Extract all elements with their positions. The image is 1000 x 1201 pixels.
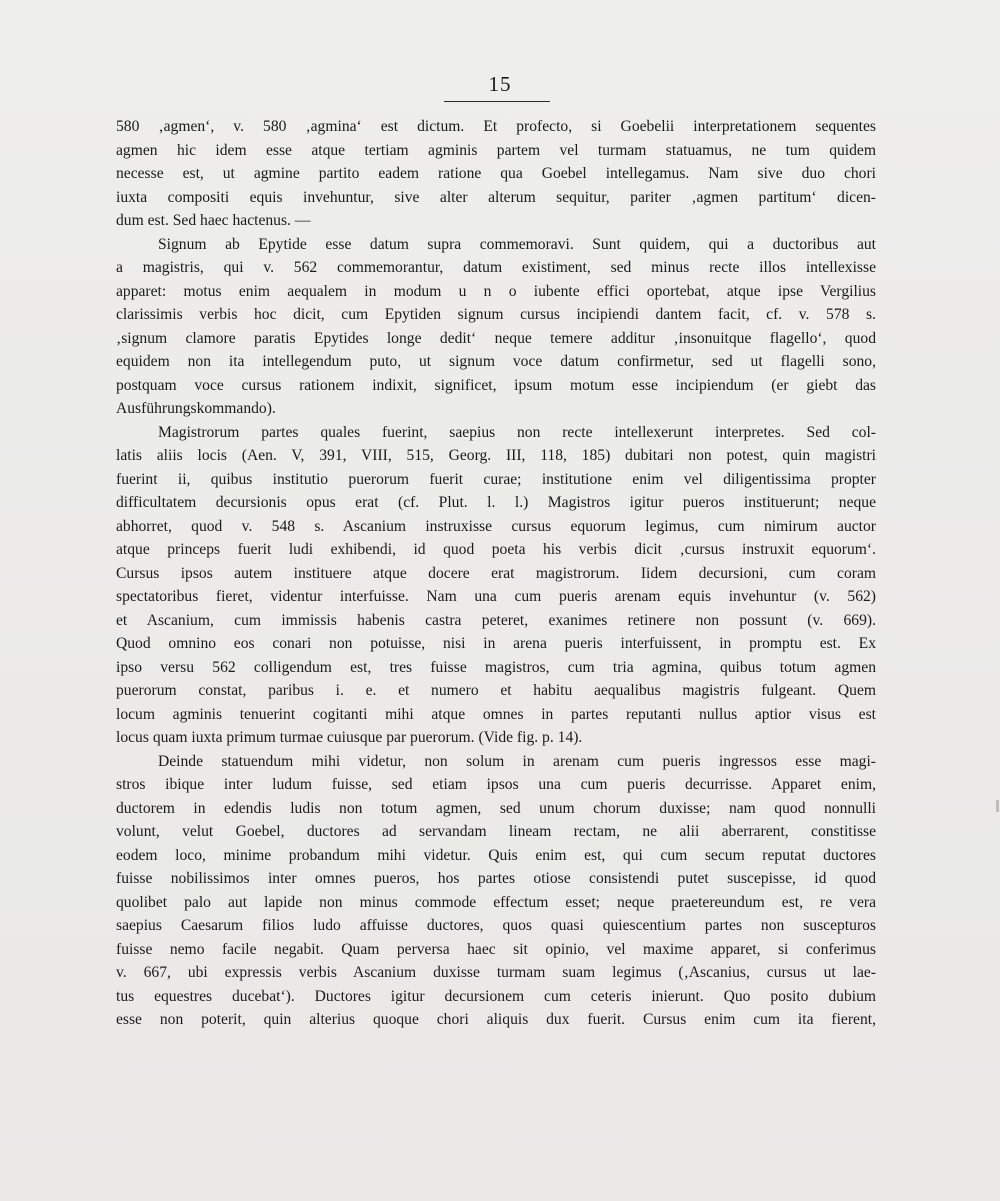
text-line: puerorum constat, paribus i. e. et numero et habitu aequalibus magistris fulgeant. Quem: [116, 682, 876, 699]
text-line: 580 ‚agmen‘, v. 580 ‚agmina‘ est dictum. Et profecto, si Goebelii interpretationem sequentes: [116, 118, 876, 135]
text-line: atque princeps fuerit ludi exhibendi, id quod poeta his verbis dicit ‚cursus instruxit equorum‘.: [116, 541, 876, 558]
edge-mark: [996, 800, 999, 812]
text-line: Magistrorum partes quales fuerint, saepius non recte intellexerunt interpretes. Sed col-: [158, 423, 876, 441]
text-line: latis aliis locis (Aen. V, 391, VIII, 515, Georg. III, 118, 185) dubitari non potest, quin magistri: [116, 447, 876, 464]
text-line: Cursus ipsos autem instituere atque docere erat magistrorum. Iidem decursioni, cum coram: [116, 564, 876, 582]
text-line: spectatoribus fieret, videntur interfuisse. Nam una cum pueris arenam equis invehuntur (v. 562): [116, 588, 876, 605]
text-line: iuxta compositi equis invehuntur, sive alter alterum sequitur, pariter ‚agmen partitum‘ dicen-: [116, 188, 876, 206]
text-line: dum est. Sed haec hactenus. —: [116, 212, 311, 229]
text-line: ‚signum clamore paratis Epytides longe dedit‘ neque temere additur ‚insonuitque flagello‘, quod: [116, 329, 876, 347]
text-line: postquam voce cursus rationem indixit, significet, ipsum motum esse incipiendum (er giebt das: [116, 376, 876, 394]
text-line: quolibet palo aut lapide non minus commode effectum esset; neque praetereundum est, re vera: [116, 893, 876, 911]
text-line: clarissimis verbis hoc dicit, cum Epytiden signum cursus incipiendi dantem facit, cf. v. 578 s.: [116, 306, 876, 323]
text-line: fuerint ii, quibus institutio puerorum fuerit curae; institutione enim vel diligentissima propter: [116, 470, 876, 488]
text-line: a magistris, qui v. 562 commemorantur, datum existiment, sed minus recte illos intellexisse: [116, 259, 876, 276]
body-text: [116, 115, 876, 1032]
text-line: difficultatem decursionis opus erat (cf. Plut. l. l.) Magistros igitur pueros instituerunt; neque: [116, 494, 876, 511]
text-line: necesse est, ut agmine partito eadem ratione qua Goebel intellegamus. Nam sive duo chori: [116, 165, 876, 182]
text-line: et Ascanium, cum immissis habenis castra peteret, exanimes retinere non possunt (v. 669).: [116, 611, 876, 629]
text-line: esse non poterit, quin alterius quoque chori aliquis dux fuerit. Cursus enim cum ita fierent,: [116, 1011, 876, 1028]
header-rule: [444, 101, 550, 102]
text-line: tus equestres ducebat‘). Ductores igitur decursionem cum ceteris inierunt. Quo posito dubium: [116, 987, 876, 1005]
text-line: stros ibique inter ludum fuisse, sed etiam ipsos una cum pueris decurrisse. Apparet enim,: [116, 776, 876, 793]
text-line: eodem loco, minime probandum mihi videtur. Quis enim est, qui cum secum reputat ductores: [116, 846, 876, 864]
text-line: volunt, velut Goebel, ductores ad servandam lineam rectam, ne alii aberrarent, constitisse: [116, 823, 876, 840]
text-line: v. 667, ubi expressis verbis Ascanium duxisse turmam suam legimus (‚Ascanius, cursus ut lae-: [116, 964, 876, 981]
text-line: abhorret, quod v. 548 s. Ascanium instruxisse cursus equorum legimus, cum nimirum auctor: [116, 517, 876, 535]
text-line: ipso versu 562 colligendum est, tres fuisse magistros, cum tria agmina, quibus totum agmen: [116, 658, 876, 676]
text-line: saepius Caesarum filios ludo affuisse ductores, quos quasi quiescentium partes non suscepturos: [116, 917, 876, 934]
text-line: fuisse nobilissimos inter omnes pueros, hos partes otiose consistendi putet suscepisse, id quod: [116, 870, 876, 887]
text-line: fuisse nemo facile negabit. Quam perversa haec sit opinio, vel maxime apparet, si conferimus: [116, 940, 876, 958]
text-line: locum agminis tenuerint cogitanti mihi atque omnes in partes reputanti nullus aptior visus est: [116, 705, 876, 723]
text-line: ductorem in edendis ludis non totum agmen, sed unum chorum duxisse; nam quod nonnulli: [116, 799, 876, 817]
text-line: locus quam iuxta primum turmae cuiusque par puerorum. (Vide fig. p. 14).: [116, 729, 583, 746]
text-line: Signum ab Epytide esse datum supra commemoravi. Sunt quidem, qui a ductoribus aut: [158, 235, 876, 253]
text-line: apparet: motus enim aequalem in modum u n o iubente effici oportebat, atque ipse Vergilius: [116, 282, 876, 300]
text-line: Deinde statuendum mihi videtur, non solum in arenam cum pueris ingressos esse magi-: [158, 752, 876, 770]
text-line: Ausführungskommando).: [116, 400, 276, 417]
text-line: Quod omnino eos conari non potuisse, nisi in arena pueris interfuissent, in promptu est. Ex: [116, 635, 876, 652]
text-line: agmen hic idem esse atque tertiam agminis partem vel turmam statuamus, ne tum quidem: [116, 141, 876, 159]
text-line: equidem non ita intellegendum puto, ut signum voce datum confirmetur, sed ut flagelli sono,: [116, 353, 876, 370]
page-number: 15: [488, 72, 512, 96]
